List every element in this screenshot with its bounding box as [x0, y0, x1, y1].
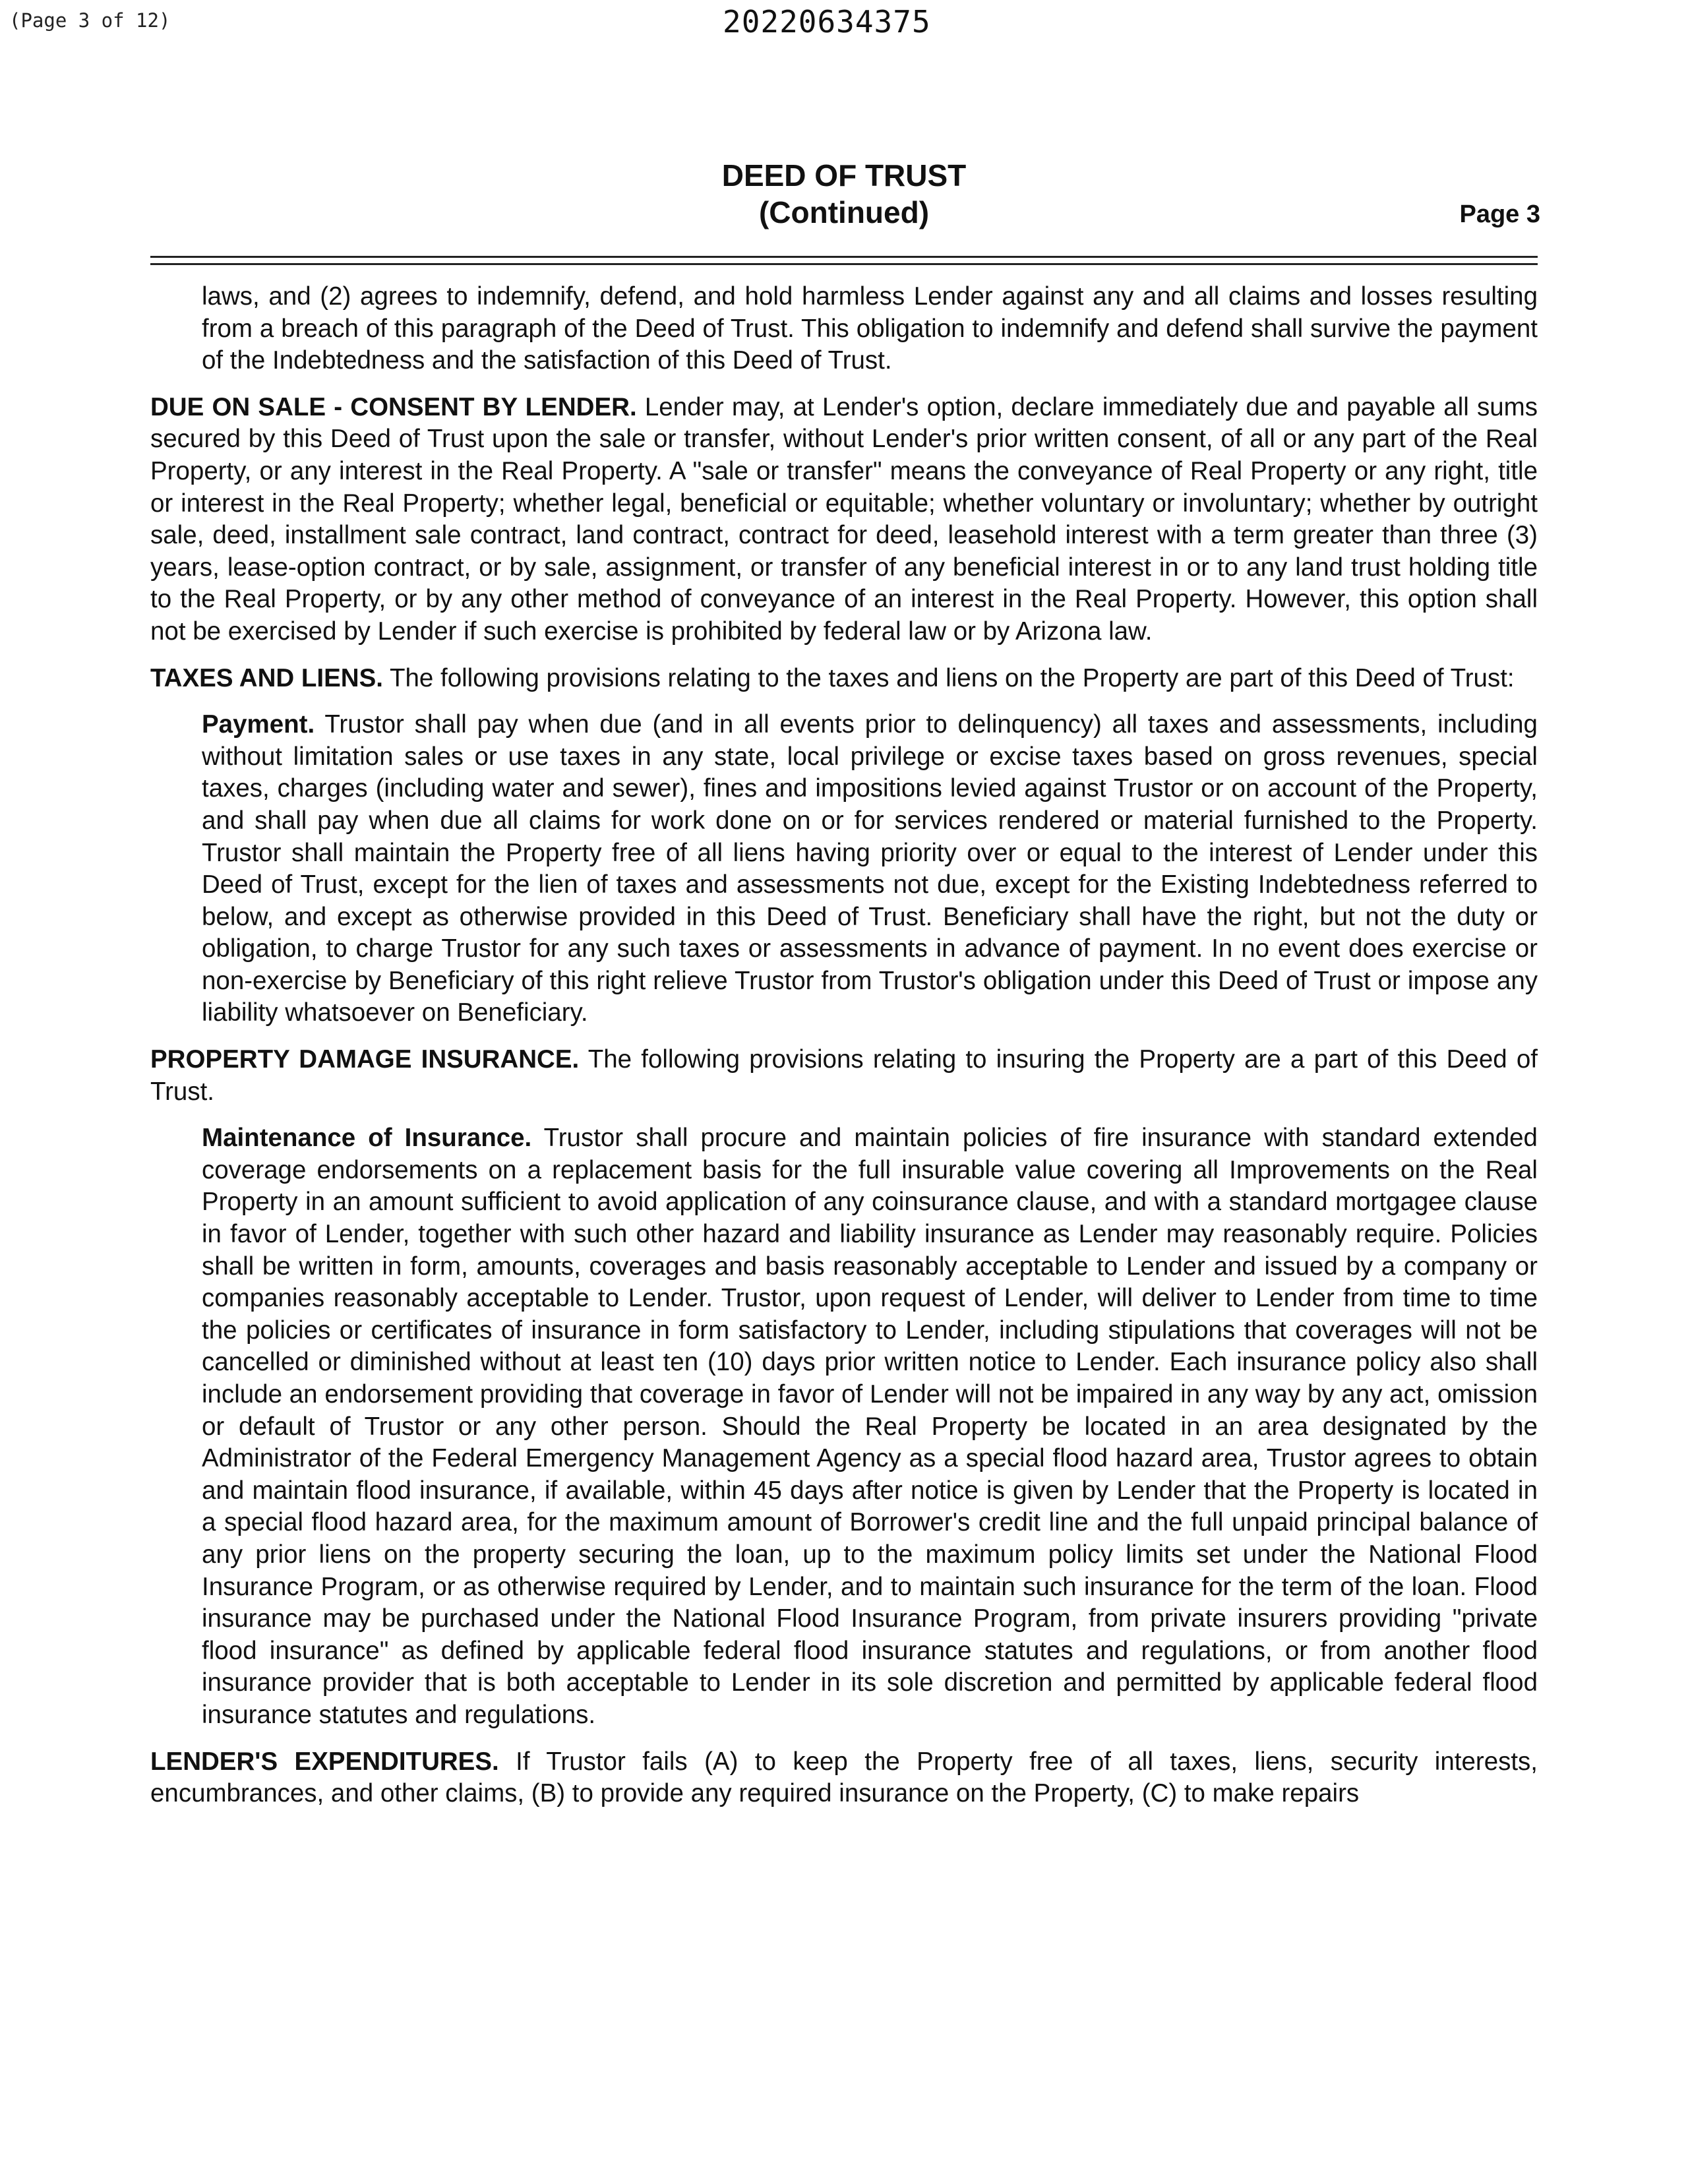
section-heading: DUE ON SALE - CONSENT BY LENDER. [150, 392, 637, 421]
section-text: The following provisions relating to insuring the Property are a part of this Deed of Trust. [150, 1045, 1538, 1106]
section-lenders-expenditures [150, 1746, 1538, 1810]
section-text: If Trustor fails (A) to keep the Property free of all taxes, liens, security interests, encumbrances, and other claims, (B) to provide any required insurance on the Property, (C) to make repairs [150, 1747, 1538, 1808]
recording-number: 20220634375 [723, 4, 931, 40]
section-heading: LENDER'S EXPENDITURES. [150, 1747, 499, 1776]
page-stamp: (Page 3 of 12) [9, 9, 171, 32]
section-text: Lender may, at Lender's option, declare immediately due and payable all sums secured by this Deed of Trust upon the sale or transfer, without Lender's prior written consent, of all or any part of the Real Property, or any interest in the Real Property. A "sale or transfer" means the conveyance of Real Property or any right, title or interest in the Real Property; whether legal, beneficial or equitable; whether voluntary or involuntary; whether by outright sale, deed, installment sale contract, land contract, contract for deed, leasehold interest with a term greater than three (3) years, lease-option contract, or by sale, assignment, or transfer of any beneficial interest in or to any land trust holding title to the Real Property, or by any other method of conveyance of an interest in the Real Property. However, this option shall not be exercised by Lender if such exercise is prohibited by federal law or by Arizona law. [150, 392, 1538, 646]
subsection-payment [202, 709, 1538, 1029]
document-title-block [0, 157, 1688, 231]
section-heading: TAXES AND LIENS. [150, 663, 383, 692]
subsection-heading: Payment. [202, 710, 315, 739]
document-title: DEED OF TRUST [721, 158, 967, 193]
document-subtitle: (Continued) [758, 195, 930, 229]
section-property-damage-insurance [150, 1044, 1538, 1108]
subsection-text: Trustor shall procure and maintain policies of fire insurance with standard extended coverage endorsements on a replacement basis for the full insurable value covering all Improvements on the Real Property in an amount sufficient to avoid application of any coinsurance clause, and with a standard mortgagee clause in favor of Lender, together with such other hazard and liability insurance as Lender may reasonably require. Policies shall be written in form, amounts, coverages and basis reasonably acceptable to Lender and issued by a company or companies reasonably acceptable to Lender. Trustor, upon request of Lender, will deliver to Lender from time to time the policies or certificates of insurance in form satisfactory to Lender, including stipulations that coverages will not be cancelled or diminished without at least ten (10) days prior written notice to Lender. Each insurance policy also shall include an endorsement providing that coverage in favor of Lender will not be impaired in any way by any act, omission or default of Trustor or any other person. Should the Real Property be located in an area designated by the Administrator of the Federal Emergency Management Agency as a special flood hazard area, Trustor agrees to obtain and maintain flood insurance, if available, within 45 days after notice is given by Lender that the Property is located in a special flood hazard area, for the maximum amount of Borrower's credit line and the full unpaid principal balance of any prior liens on the property securing the loan, up to the maximum policy limits set under the National Flood Insurance Program, or as otherwise required by Lender, and to maintain such insurance for the term of the loan. Flood insurance may be purchased under the National Flood Insurance Program, from private insurers providing "private flood insurance" as defined by applicable federal flood insurance statutes and regulations, or from another flood insurance provider that is both acceptable to Lender in its sole discretion and permitted by applicable federal flood insurance statutes and regulations. [202, 1124, 1538, 1729]
paragraph-continuation [202, 281, 1538, 377]
document-body [150, 281, 1538, 1825]
subsection-maintenance-of-insurance [202, 1122, 1538, 1731]
subsection-text: Trustor shall pay when due (and in all events prior to delinquency) all taxes and assessments, including without limitation sales or use taxes in any state, local privilege or excise taxes based on gross revenues, special taxes, charges (including water and sewer), fines and impositions levied against Trustor or on account of the Property, and shall pay when due all claims for work done on or for services rendered or material furnished to the Property. Trustor shall maintain the Property free of all liens having priority over or equal to the interest of Lender under this Deed of Trust, except for the lien of taxes and assessments not due, except for the Existing Indebtedness referred to below, and except as otherwise provided in this Deed of Trust. Beneficiary shall have the right, but not the duty or obligation, to charge Trustor for any such taxes or assessments in advance of payment. In no event does exercise or non-exercise by Beneficiary of this right relieve Trustor from Trustor's obligation under this Deed of Trust or impose any liability whatsoever on Beneficiary. [202, 710, 1538, 1027]
section-due-on-sale [150, 392, 1538, 648]
section-taxes-and-liens [150, 663, 1538, 695]
paragraph-text: laws, and (2) agrees to indemnify, defend, and hold harmless Lender against any and all claims and losses resulting from a breach of this paragraph of the Deed of Trust. This obligation to indemnify and defend shall survive the payment of the Indebtedness and the satisfaction of this Deed of Trust. [202, 282, 1538, 375]
subsection-heading: Maintenance of Insurance. [202, 1124, 532, 1153]
section-text: The following provisions relating to the taxes and liens on the Property are part of this Deed of Trust: [389, 663, 1515, 692]
header-rule-top [150, 256, 1538, 258]
page-label: Page 3 [1459, 200, 1540, 228]
header-rule-bottom [150, 263, 1538, 265]
section-heading: PROPERTY DAMAGE INSURANCE. [150, 1045, 580, 1074]
